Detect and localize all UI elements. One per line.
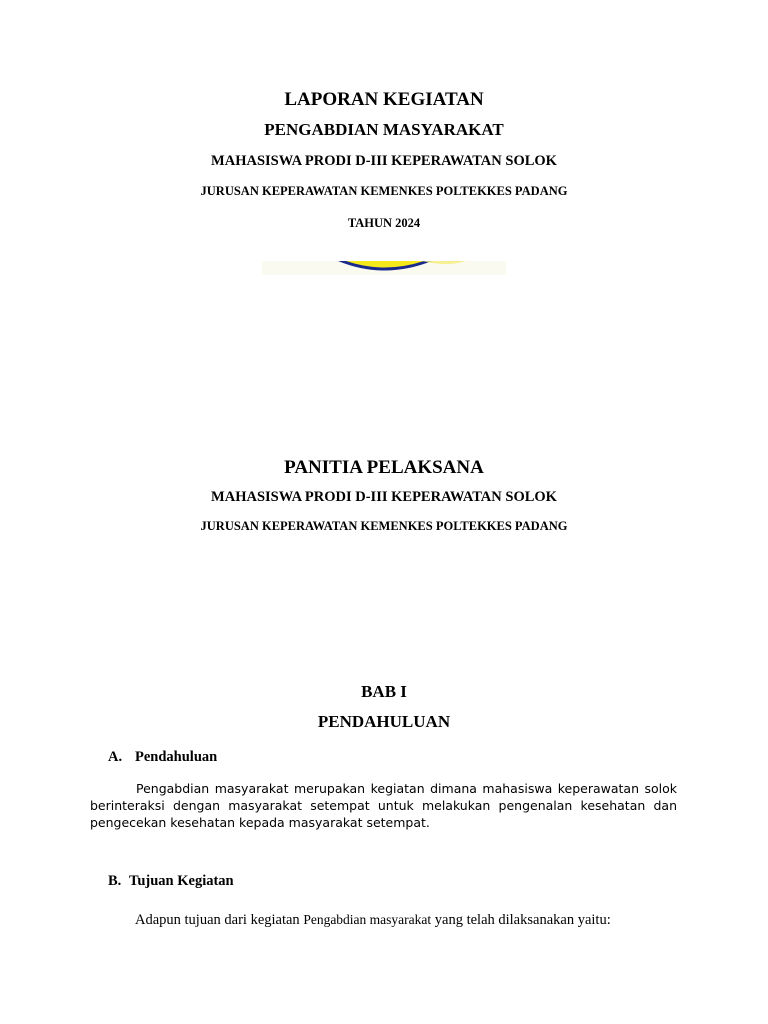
section-b-intro-end: yang telah dilaksanakan yaitu: [431, 912, 611, 928]
department-line: JURUSAN KEPERAWATAN KEMENKES POLTEKKES PADANG [200, 184, 568, 198]
chapter-number: BAB I [361, 682, 407, 701]
year-line: TAHUN 2024 [347, 216, 421, 230]
report-subtitle: PENGABDIAN MASYARAKAT [264, 120, 504, 139]
institution-logo-icon [262, 258, 506, 278]
chapter-title: PENDAHULUAN [317, 712, 451, 731]
section-a-marker: A. [108, 749, 123, 765]
program-line: MAHASISWA PRODI D-III KEPERAWATAN SOLOK [211, 153, 557, 169]
section-b-title: Tujuan Kegiatan [129, 873, 234, 889]
section-a-title: Pendahuluan [135, 749, 218, 765]
section-a-paragraph: Pengabdian masyarakat merupakan kegiatan dimana mahasiswa keperawatan solok berinteraksi dengan masyarakat setempat untuk melakukan pengenalan kesehatan dan pengecekan kesehatan kepada masyarakat setempat. [90, 781, 677, 830]
section-b-heading [108, 874, 234, 889]
section-b-marker: B. [108, 873, 122, 889]
committee-program-line: MAHASISWA PRODI D-III KEPERAWATAN SOLOK [211, 489, 557, 505]
committee-department-line: JURUSAN KEPERAWATAN KEMENKES POLTEKKES PADANG [200, 519, 568, 533]
report-title: LAPORAN KEGIATAN [284, 89, 484, 110]
section-b-intro-start: Adapun tujuan dari kegiatan [135, 912, 304, 928]
section-b-intro-activity: Pengabdian masyarakat [303, 912, 432, 927]
committee-title: PANITIA PELAKSANA [284, 457, 484, 478]
section-a-heading [108, 750, 217, 765]
section-b-intro [135, 913, 611, 928]
